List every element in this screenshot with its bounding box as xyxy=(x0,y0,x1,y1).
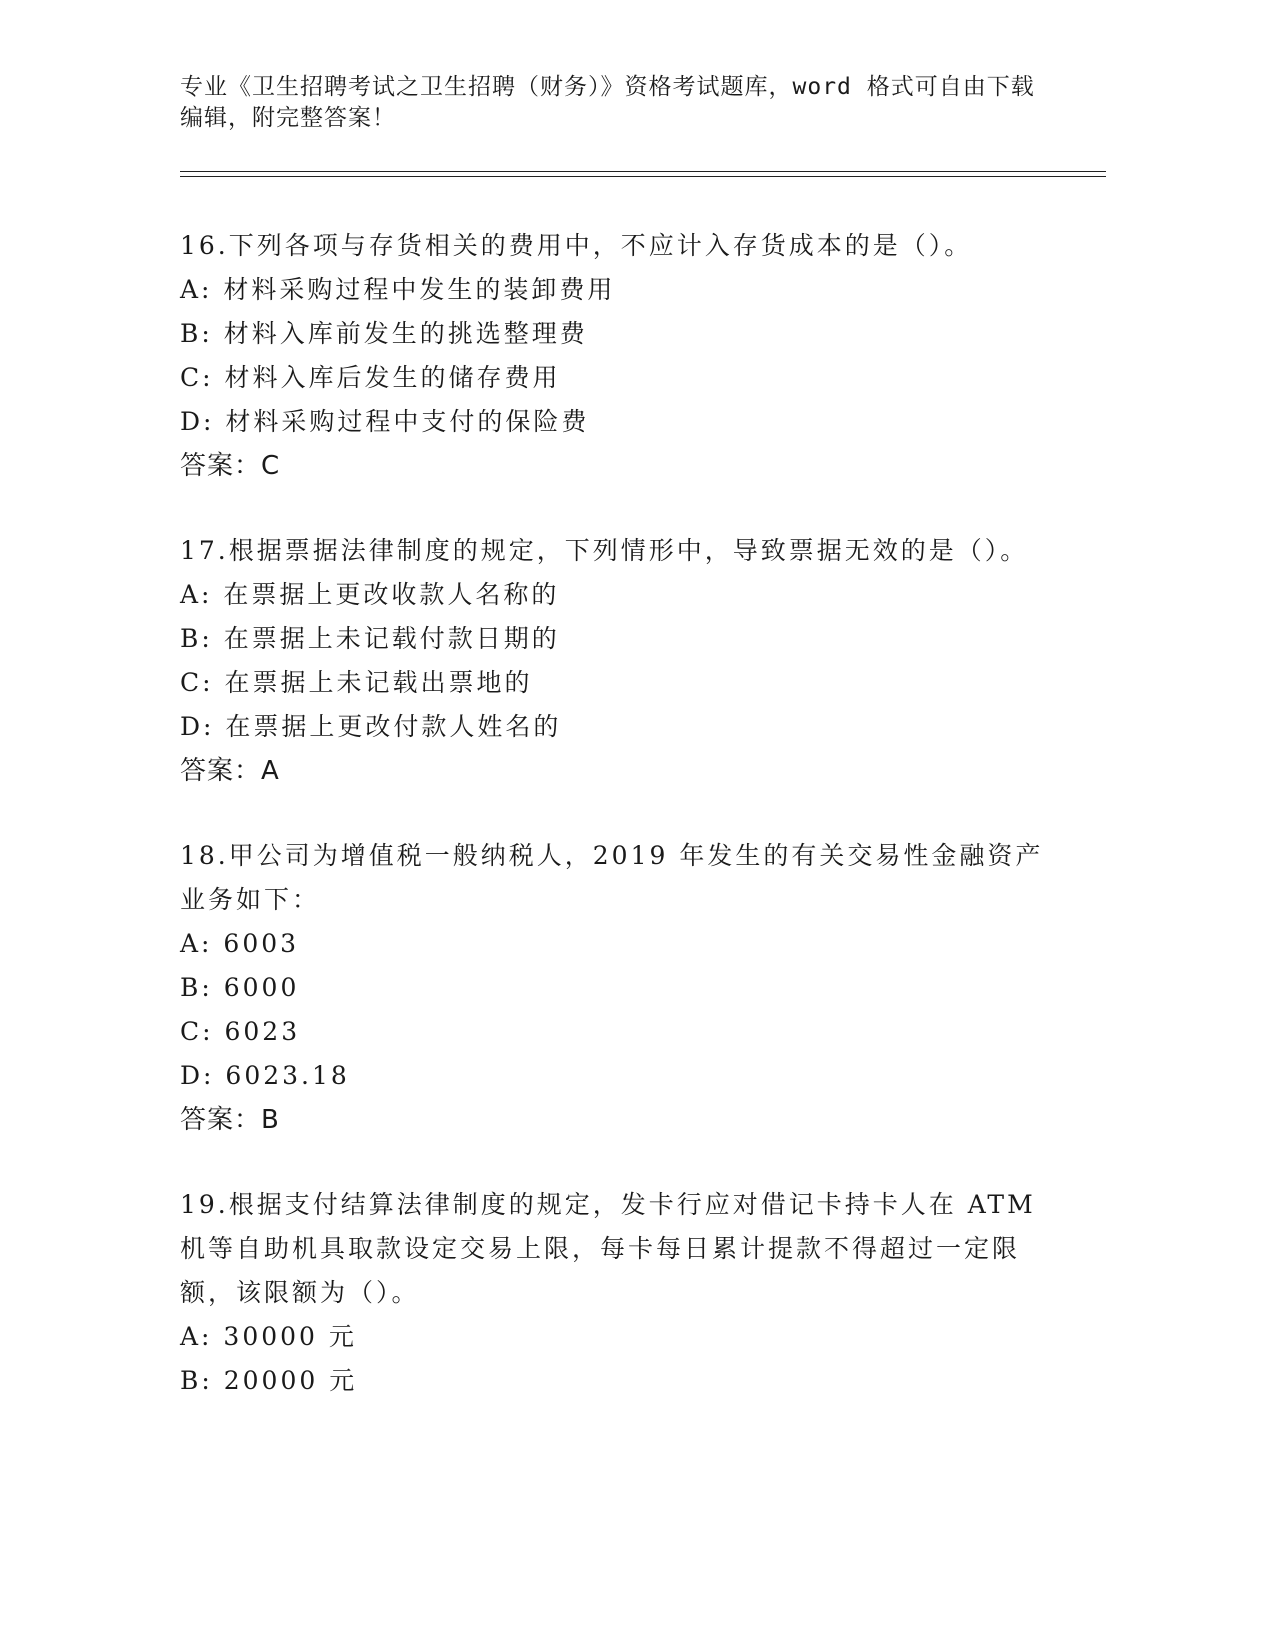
header-line-1: 专业《卫生招聘考试之卫生招聘（财务）》资格考试题库，word 格式可自由下载 xyxy=(180,74,1035,100)
question-16 xyxy=(180,224,1060,488)
option-d: D: 6023.18 xyxy=(180,1061,350,1090)
question-stem: 18.甲公司为增值税一般纳税人，2019 年发生的有关交易性金融资产业务如下： xyxy=(180,841,1044,914)
header-divider-bottom xyxy=(180,176,1106,177)
question-stem: 16.下列各项与存货相关的费用中，不应计入存货成本的是（）。 xyxy=(180,231,973,260)
option-a: A: 30000 元 xyxy=(180,1322,357,1351)
option-b: B: 在票据上未记载付款日期的 xyxy=(180,624,560,653)
option-b: B: 6000 xyxy=(180,973,300,1002)
question-stem: 17.根据票据法律制度的规定，下列情形中，导致票据无效的是（）。 xyxy=(180,536,1029,565)
question-stem: 19.根据支付结算法律制度的规定，发卡行应对借记卡持卡人在 ATM 机等自助机具取款设定交易上限，每卡每日累计提款不得超过一定限额，该限额为（）。 xyxy=(180,1190,1036,1307)
question-17 xyxy=(180,529,1060,793)
option-b: B: 20000 元 xyxy=(180,1366,358,1395)
option-c: C: 在票据上未记载出票地的 xyxy=(180,668,533,697)
answer: 答案：A xyxy=(180,756,280,786)
option-d: D: 在票据上更改付款人姓名的 xyxy=(180,712,562,741)
document-header xyxy=(180,72,1080,134)
header-divider-top xyxy=(180,171,1106,172)
option-c: C: 材料入库后发生的储存费用 xyxy=(180,363,561,392)
answer: 答案：C xyxy=(180,451,281,481)
header-line-2: 编辑，附完整答案！ xyxy=(180,105,396,131)
option-d: D: 材料采购过程中支付的保险费 xyxy=(180,407,590,436)
option-a: A: 材料采购过程中发生的装卸费用 xyxy=(180,275,616,304)
option-b: B: 材料入库前发生的挑选整理费 xyxy=(180,319,588,348)
question-19 xyxy=(180,1183,1060,1403)
option-c: C: 6023 xyxy=(180,1017,301,1046)
answer: 答案：B xyxy=(180,1105,280,1135)
option-a: A: 6003 xyxy=(180,929,300,958)
question-18 xyxy=(180,834,1060,1142)
option-a: A: 在票据上更改收款人名称的 xyxy=(180,580,560,609)
